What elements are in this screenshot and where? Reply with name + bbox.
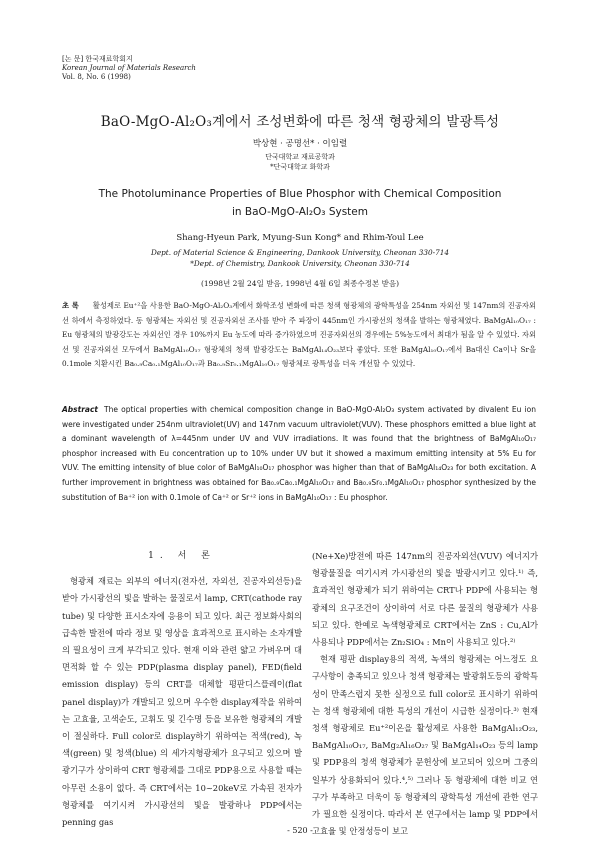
journal-header [62, 55, 196, 82]
authors-english: Shang-Hyeun Park, Myung-Sun Kong* and Rhim-Youl Lee [176, 233, 424, 243]
introduction-paragraph-2: 현재 평판 display용의 적색, 녹색의 형광체는 어느정도 요구사항이 충족되고 있으나 청색 형광체는 발광휘도등의 광학특성이 만족스럽지 못한 실정으로 full color로 표시하기 위하여는 청색 형광체에 대한 특성의 개선이 시급한 실정이다.³⁾ 현재 청색 형광체로 Eu⁺²이온을 활성제로 사용한 BaMgAl₁₂O₂₃, BaMgAl₁₀O₁₇, BaMg₂Al₁₆O₂₇ 및 BaMgAl₁₄O₂₃ 등의 lamp 및 PDP용의 청색 형광체가 문헌상에 보고되어 있으며 그중의 일부가 상용화되어 있다.⁴,⁵⁾ 그러나 동 형광체에 대한 비교 연구가 부족하고 더욱이 동 형광체의 광학특성 개선에 관한 연구가 필요한 실정이다. 따라서 본 연구에서는 lamp 및 PDP에서 고효율 및 안정성등이 보고 [312, 654, 538, 837]
abstract-korean [62, 299, 536, 372]
title-korean: BaO-MgO-Al₂O₃계에서 조성변화에 따른 청색 형광체의 발광특성 [100, 114, 500, 130]
title-english-line-1: The Photoluminance Properties of Blue Phosphor with Chemical Composition [98, 188, 502, 200]
body-column-right [312, 548, 538, 840]
abstract-english-text: The optical properties with chemical composition change in BaO-MgO-Al₂O₃ system activated by divalent Eu ion were investigated under 254nm ultraviolet(UV) and 147nm vacuum ultraviolet(VUV). These phosphors emitted a blue light at a dominant wavelength of λ=445nm under UV and VUV irradiations. It was found that the brightness of BaMgAl₁₀O₁₇ phosphor increased with Eu concentration up to 10% under UV but it showed a maximum emitting intensity at 5% Eu for VUV. The emitting intensity of blue color of BaMgAl₁₀O₁₇ phosphor was higher than that of BaMgAl₁₄O₂₃ for both excitation. A further improvement in brightness was obtained for Ba₀.₉Ca₀.₁MgAl₁₀O₁₇ and Ba₀.₉Sr₀.₁MgAl₁₀O₁₇ phosphor synthesized by the substitution of Ba⁺² ion with 0.1mole of Ca⁺² or Sr⁺² ions in BaMgAl₁₀O₁₇ : Eu phosphor. [62, 405, 536, 502]
title-english-line-2: in BaO-MgO-Al₂O₃ System [231, 206, 368, 218]
abstract-english-label: Abstract [62, 405, 99, 414]
received-dates: (1998년 2월 24일 받음, 1998년 4월 6일 최종수정본 받음) [200, 279, 399, 288]
body-column-left [62, 548, 302, 831]
page-number: - 520 - [287, 826, 313, 835]
abstract-korean-label: 초 록 [62, 301, 79, 310]
affiliation-en-2: *Dept. of Chemistry, Dankook University, Cheonan 330-714 [190, 259, 410, 268]
title-english [0, 185, 600, 221]
affiliation-ko-2: *단국대학교 화학과 [270, 163, 330, 171]
section-heading: 1. 서 론 [148, 551, 216, 561]
journal-volume: Vol. 8, No. 6 (1998) [62, 73, 131, 81]
introduction-paragraph-continued: (Ne+Xe)방전에 따른 147nm의 진공자외선(VUV) 에너지가 형광물질을 여기시켜 가시광선의 빛을 발광시키고 있다.¹⁾ 즉, 효과적인 형광체가 되기 위하여는 CRT나 PDP에 사용되는 형광체의 요구조건이 상이하여 서로 다른 물질의 형광체가 사용되고 있다. 한예로 녹색형광체로 CRT에서는 ZnS : Cu,Al가 사용되나 PDP에서는 Zn₂SiO₄ : Mn이 사용되고 있다.²⁾ [312, 551, 538, 648]
introduction-paragraph-1: 형광체 재료는 외부의 에너지(전자선, 자외선, 진공자외선등)을 받아 가시광선의 빛을 발하는 물질로서 lamp, CRT(cathode ray tube) 및 다양한 표시소자에 응용이 되고 있다. 최근 정보화사회의 급속한 발전에 따라 정보 및 영상을 효과적으로 표시하는 소자개발의 필요성이 크게 부각되고 있다. 현재 이와 관련 얇고 가벼우며 대면적화 할 수 있는 PDP(plasma display panel), FED(field emission display) 등의 CRT를 대체할 평판디스플레이(flat panel display)가 개발되고 있으며 우수한 display제작을 위하여는 고효율, 고색순도, 고휘도 및 긴수명 등을 보유한 형광체의 개발이 절실하다. Full color로 display하기 위하여는 적색(red), 녹색(green) 및 청색(blue) 의 세가지형광체가 요구되고 있으며 발광기구가 상이하여 CRT 형광체를 그대로 PDP용으로 사용할 때는 아무런 소용이 없다. 즉 CRT에서는 10~20keV로 가속된 전자가 형광체를 여기시켜 가시광선의 빛을 발광하나 PDP에서는 penning gas [62, 576, 302, 828]
abstract-korean-text: 활성제로 Eu⁺²을 사용한 BaO-MgO-Al₂O₃계에서 화학조성 변화에 따른 청색 형광체의 광학특성을 254nm 자외선 및 147nm의 진공자외선 하에서 측정하였다. 동 형광체는 자외선 및 진공자외선 조사를 받아 주 파장이 445nm인 가시광선의 청색을 발하는 형광체였다. BaMgAl₁₀O₁₇ : Eu 형광체의 발광강도는 자외선인 경우 10%까지 Eu 농도에 따라 증가하였으며 진공자외선의 경우에는 5%농도에서 최대가 됨을 알 수 있었다. 자외선 및 진공자외선 모두에서 BaMgAl₁₀O₁₇ 형광체의 청색 발광강도는 BaMgAl₁₄O₂₃보다 좋았다. 또한 BaMgAl₁₀O₁₇에서 Ba대신 Ca이나 Sr을 0.1mole 치환시킨 Ba₀.₉Ca₀.₁MgAl₁₀O₁₇과 Ba₀.₉Sr₀.₁MgAl₁₀O₁₇ 형광체로 광특성을 더욱 개선할 수 있었다. [62, 301, 537, 369]
affiliation-en-1: Dept. of Material Science & Engineering, Dankook University, Cheonan 330-714 [150, 248, 450, 257]
journal-name-en: Korean Journal of Materials Research [62, 64, 196, 72]
journal-tag: [논 문] 한국재료학회지 [62, 55, 133, 63]
abstract-english [62, 403, 536, 505]
affiliation-ko-1: 단국대학교 재료공학과 [265, 153, 335, 161]
affiliations-english [0, 247, 600, 269]
authors-korean: 박상현 · 공명선* · 이임렬 [252, 139, 348, 149]
affiliations-korean [0, 152, 600, 172]
